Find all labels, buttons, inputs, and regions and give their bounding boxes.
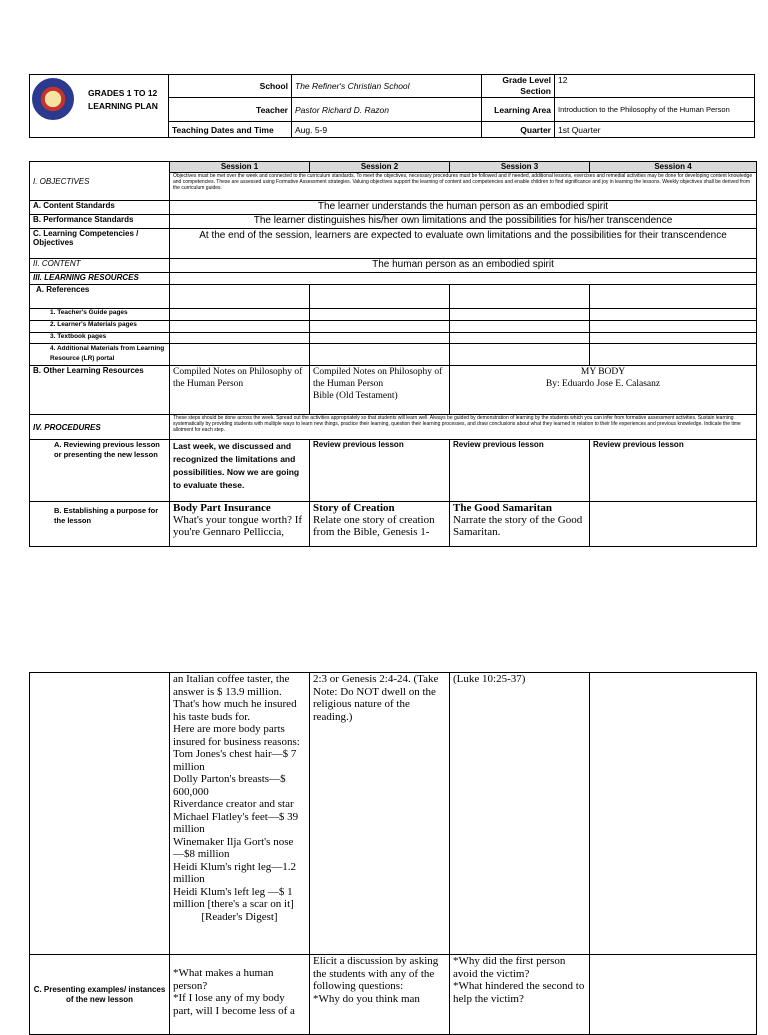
other-resources-s2-bible: Bible (Old Testament) bbox=[313, 391, 398, 401]
session-4-header: Session 4 bbox=[590, 162, 757, 173]
step-a-label: A. Reviewing previous lesson or presenting the new lesson bbox=[30, 440, 170, 502]
section-label-text: Section bbox=[520, 86, 551, 96]
s1-line-michael-flatley: Riverdance creator and star Michael Flatley's feet—$ 39 million bbox=[173, 798, 299, 835]
continued-label-cell bbox=[30, 673, 170, 955]
tb-s2 bbox=[310, 333, 450, 344]
step-b-s2 bbox=[310, 502, 450, 547]
content-value: The human person as an embodied spirit bbox=[170, 259, 757, 273]
other-resources-my-body: MY BODY bbox=[580, 367, 626, 377]
step-b-s2-continued: 2:3 or Genesis 2:4-24. (Take Note: Do NOT dwell on the religious nature of the reading.) bbox=[310, 673, 450, 955]
tg-s4 bbox=[590, 309, 757, 321]
procedures-note: These steps should be done across the week. Spread out the activities appropriately so that students will learn well. Always be guided by demonstration of learning by the students which you can infer from formative assessment activities. Sustain learning systematically by providing students with multiple ways to learn new things, practice their learning, question their learning processes, and draw conclusions about what they learned in relation to their life experiences and previous knowledge. Indicate the time allotment for each step. bbox=[170, 415, 757, 440]
header-table bbox=[168, 74, 755, 138]
procedures-label: IV. PROCEDURES bbox=[30, 415, 170, 440]
learning-plan-table-continued bbox=[29, 672, 757, 1035]
learners-materials-label: 2. Learner's Materials pages bbox=[30, 321, 170, 333]
s1-line-ilja-gort: Winemaker Ilja Gort's nose —$8 million bbox=[173, 835, 294, 860]
objectives-label: I. OBJECTIVES bbox=[30, 162, 170, 201]
story-of-creation-title: Story of Creation bbox=[313, 502, 395, 514]
other-resources-s1: Compiled Notes on Philosophy of the Human Person bbox=[170, 366, 310, 415]
grades-line-1: GRADES 1 TO 12 bbox=[88, 88, 158, 98]
references-s4 bbox=[590, 285, 757, 309]
tb-s4 bbox=[590, 333, 757, 344]
tg-s3 bbox=[450, 309, 590, 321]
grade-level-label bbox=[482, 75, 555, 98]
am-s3 bbox=[450, 344, 590, 366]
resources-label: III. LEARNING RESOURCES bbox=[30, 273, 170, 285]
school-label: School bbox=[169, 75, 292, 98]
quarter-value: 1st Quarter bbox=[555, 122, 755, 138]
content-standards-value: The learner understands the human person as an embodied spirit bbox=[170, 201, 757, 215]
session-1-header: Session 1 bbox=[170, 162, 310, 173]
tb-s3 bbox=[450, 333, 590, 344]
step-c-s3: *Why did the first person avoid the victim? *What hindered the second to help the victim? bbox=[450, 955, 590, 1035]
grade-label-text: Grade Level bbox=[502, 75, 551, 85]
step-c-label: C. Presenting examples/ instances of the new lesson bbox=[30, 955, 170, 1035]
step-c-s2: Elicit a discussion by asking the students with any of the following questions: *Why do you think man bbox=[310, 955, 450, 1035]
school-value: The Refiner's Christian School bbox=[292, 75, 482, 98]
teacher-value: Pastor Richard D. Razon bbox=[292, 98, 482, 122]
learning-plan-table bbox=[29, 161, 757, 547]
step-b-s4-continued bbox=[590, 673, 757, 955]
s1-line-coffee-taster: an Italian coffee taster, the answer is $ 13.9 million. That's how much he insured his taste buds for. bbox=[173, 673, 297, 723]
session-3-header: Session 3 bbox=[450, 162, 590, 173]
step-b-s3 bbox=[450, 502, 590, 547]
other-resources-author: By: Eduardo Jose E. Calasanz bbox=[545, 379, 661, 389]
s1-line-tom-jones: Tom Jones's chest hair—$ 7 million bbox=[173, 748, 297, 773]
textbook-label: 3. Textbook pages bbox=[30, 333, 170, 344]
resources-empty bbox=[170, 273, 757, 285]
other-resources-s3 bbox=[450, 366, 757, 415]
s1-line-dolly-parton: Dolly Parton's breasts—$ 600,000 bbox=[173, 773, 286, 798]
good-samaritan-text: Narrate the story of the Good Samaritan. bbox=[453, 514, 583, 538]
lm-s1 bbox=[170, 321, 310, 333]
header-logo-cell bbox=[29, 74, 168, 138]
competencies-value: At the end of the session, learners are expected to evaluate own limitations and the possibilities for their transcendence bbox=[170, 229, 757, 259]
step-a-s4: Review previous lesson bbox=[590, 440, 757, 502]
dates-value: Aug. 5-9 bbox=[292, 122, 482, 138]
step-a-s1: Last week, we discussed and recognized the limitations and possibilities. Now we are going to evaluate these. bbox=[170, 440, 310, 502]
s1-line-more-body-parts: Here are more body parts insured for business reasons: bbox=[173, 723, 300, 748]
good-samaritan-title: The Good Samaritan bbox=[453, 502, 553, 514]
am-s4 bbox=[590, 344, 757, 366]
step-a-s2: Review previous lesson bbox=[310, 440, 450, 502]
session-2-header: Session 2 bbox=[310, 162, 450, 173]
performance-standards-label: B. Performance Standards bbox=[30, 215, 170, 229]
step-a-s3: Review previous lesson bbox=[450, 440, 590, 502]
teacher-label: Teacher bbox=[169, 98, 292, 122]
body-part-insurance-title: Body Part Insurance bbox=[173, 502, 271, 514]
other-resources-label: B. Other Learning Resources bbox=[30, 366, 170, 415]
content-label: II. CONTENT bbox=[30, 259, 170, 273]
references-s3 bbox=[450, 285, 590, 309]
references-label: A. References bbox=[30, 285, 170, 309]
tg-s2 bbox=[310, 309, 450, 321]
s1-source: [Reader's Digest] bbox=[201, 910, 278, 923]
other-resources-s2 bbox=[310, 366, 450, 415]
step-c-s4 bbox=[590, 955, 757, 1035]
lm-s3 bbox=[450, 321, 590, 333]
dates-label: Teaching Dates and Time bbox=[169, 122, 292, 138]
references-s2 bbox=[310, 285, 450, 309]
grades-line-2: LEARNING PLAN bbox=[88, 101, 158, 111]
step-b-label: B. Establishing a purpose for the lesson bbox=[30, 502, 170, 547]
objectives-note: Objectives must be met over the week and connected to the curriculum standards. To meet the objectives, necessary procedures must be followed and if needed, additional lessons, exercises and remedial activities may be done for developing content knowledge and competencies. These are assessed using Formative Assessment strategies. Valuing objectives support the learning of content and competencies and enable children to find significance and joy in learning the lessons. Weekly objectives shall be derived from the curriculum guides. bbox=[170, 173, 757, 201]
step-b-s1-continued bbox=[170, 673, 310, 955]
learning-area-label: Learning Area bbox=[482, 98, 555, 122]
body-part-insurance-text: What's your tongue worth? If you're Gennaro Pelliccia, bbox=[173, 514, 303, 538]
step-b-s1 bbox=[170, 502, 310, 547]
other-resources-s2-notes: Compiled Notes on Philosophy of the Human Person bbox=[313, 367, 443, 389]
quarter-label: Quarter bbox=[482, 122, 555, 138]
lm-s2 bbox=[310, 321, 450, 333]
references-s1 bbox=[170, 285, 310, 309]
tg-s1 bbox=[170, 309, 310, 321]
performance-standards-value: The learner distinguishes his/her own limitations and the possibilities for his/her transcendence bbox=[170, 215, 757, 229]
grade-level-value: 12 bbox=[555, 75, 755, 98]
step-b-s4 bbox=[590, 502, 757, 547]
learning-area-value: Introduction to the Philosophy of the Human Person bbox=[555, 98, 755, 122]
am-s1 bbox=[170, 344, 310, 366]
teachers-guide-label: 1. Teacher's Guide pages bbox=[30, 309, 170, 321]
lm-s4 bbox=[590, 321, 757, 333]
s1-line-heidi-klum-left: Heidi Klum's left leg —$ 1 million [there's a scar on it] bbox=[173, 885, 294, 910]
competencies-label: C. Learning Competencies / Objectives bbox=[30, 229, 170, 259]
content-standards-label: A. Content Standards bbox=[30, 201, 170, 215]
story-of-creation-text: Relate one story of creation from the Bible, Genesis 1- bbox=[313, 514, 435, 538]
step-b-s3-continued: (Luke 10:25-37) bbox=[450, 673, 590, 955]
step-c-s1: *What makes a human person? *If I lose any of my body part, will I become less of a bbox=[170, 955, 310, 1035]
tb-s1 bbox=[170, 333, 310, 344]
additional-materials-label: 4. Additional Materials from Learning Resource (LR) portal bbox=[30, 344, 170, 366]
s1-line-heidi-klum-right: Heidi Klum's right leg—1.2 million bbox=[173, 860, 296, 885]
am-s2 bbox=[310, 344, 450, 366]
